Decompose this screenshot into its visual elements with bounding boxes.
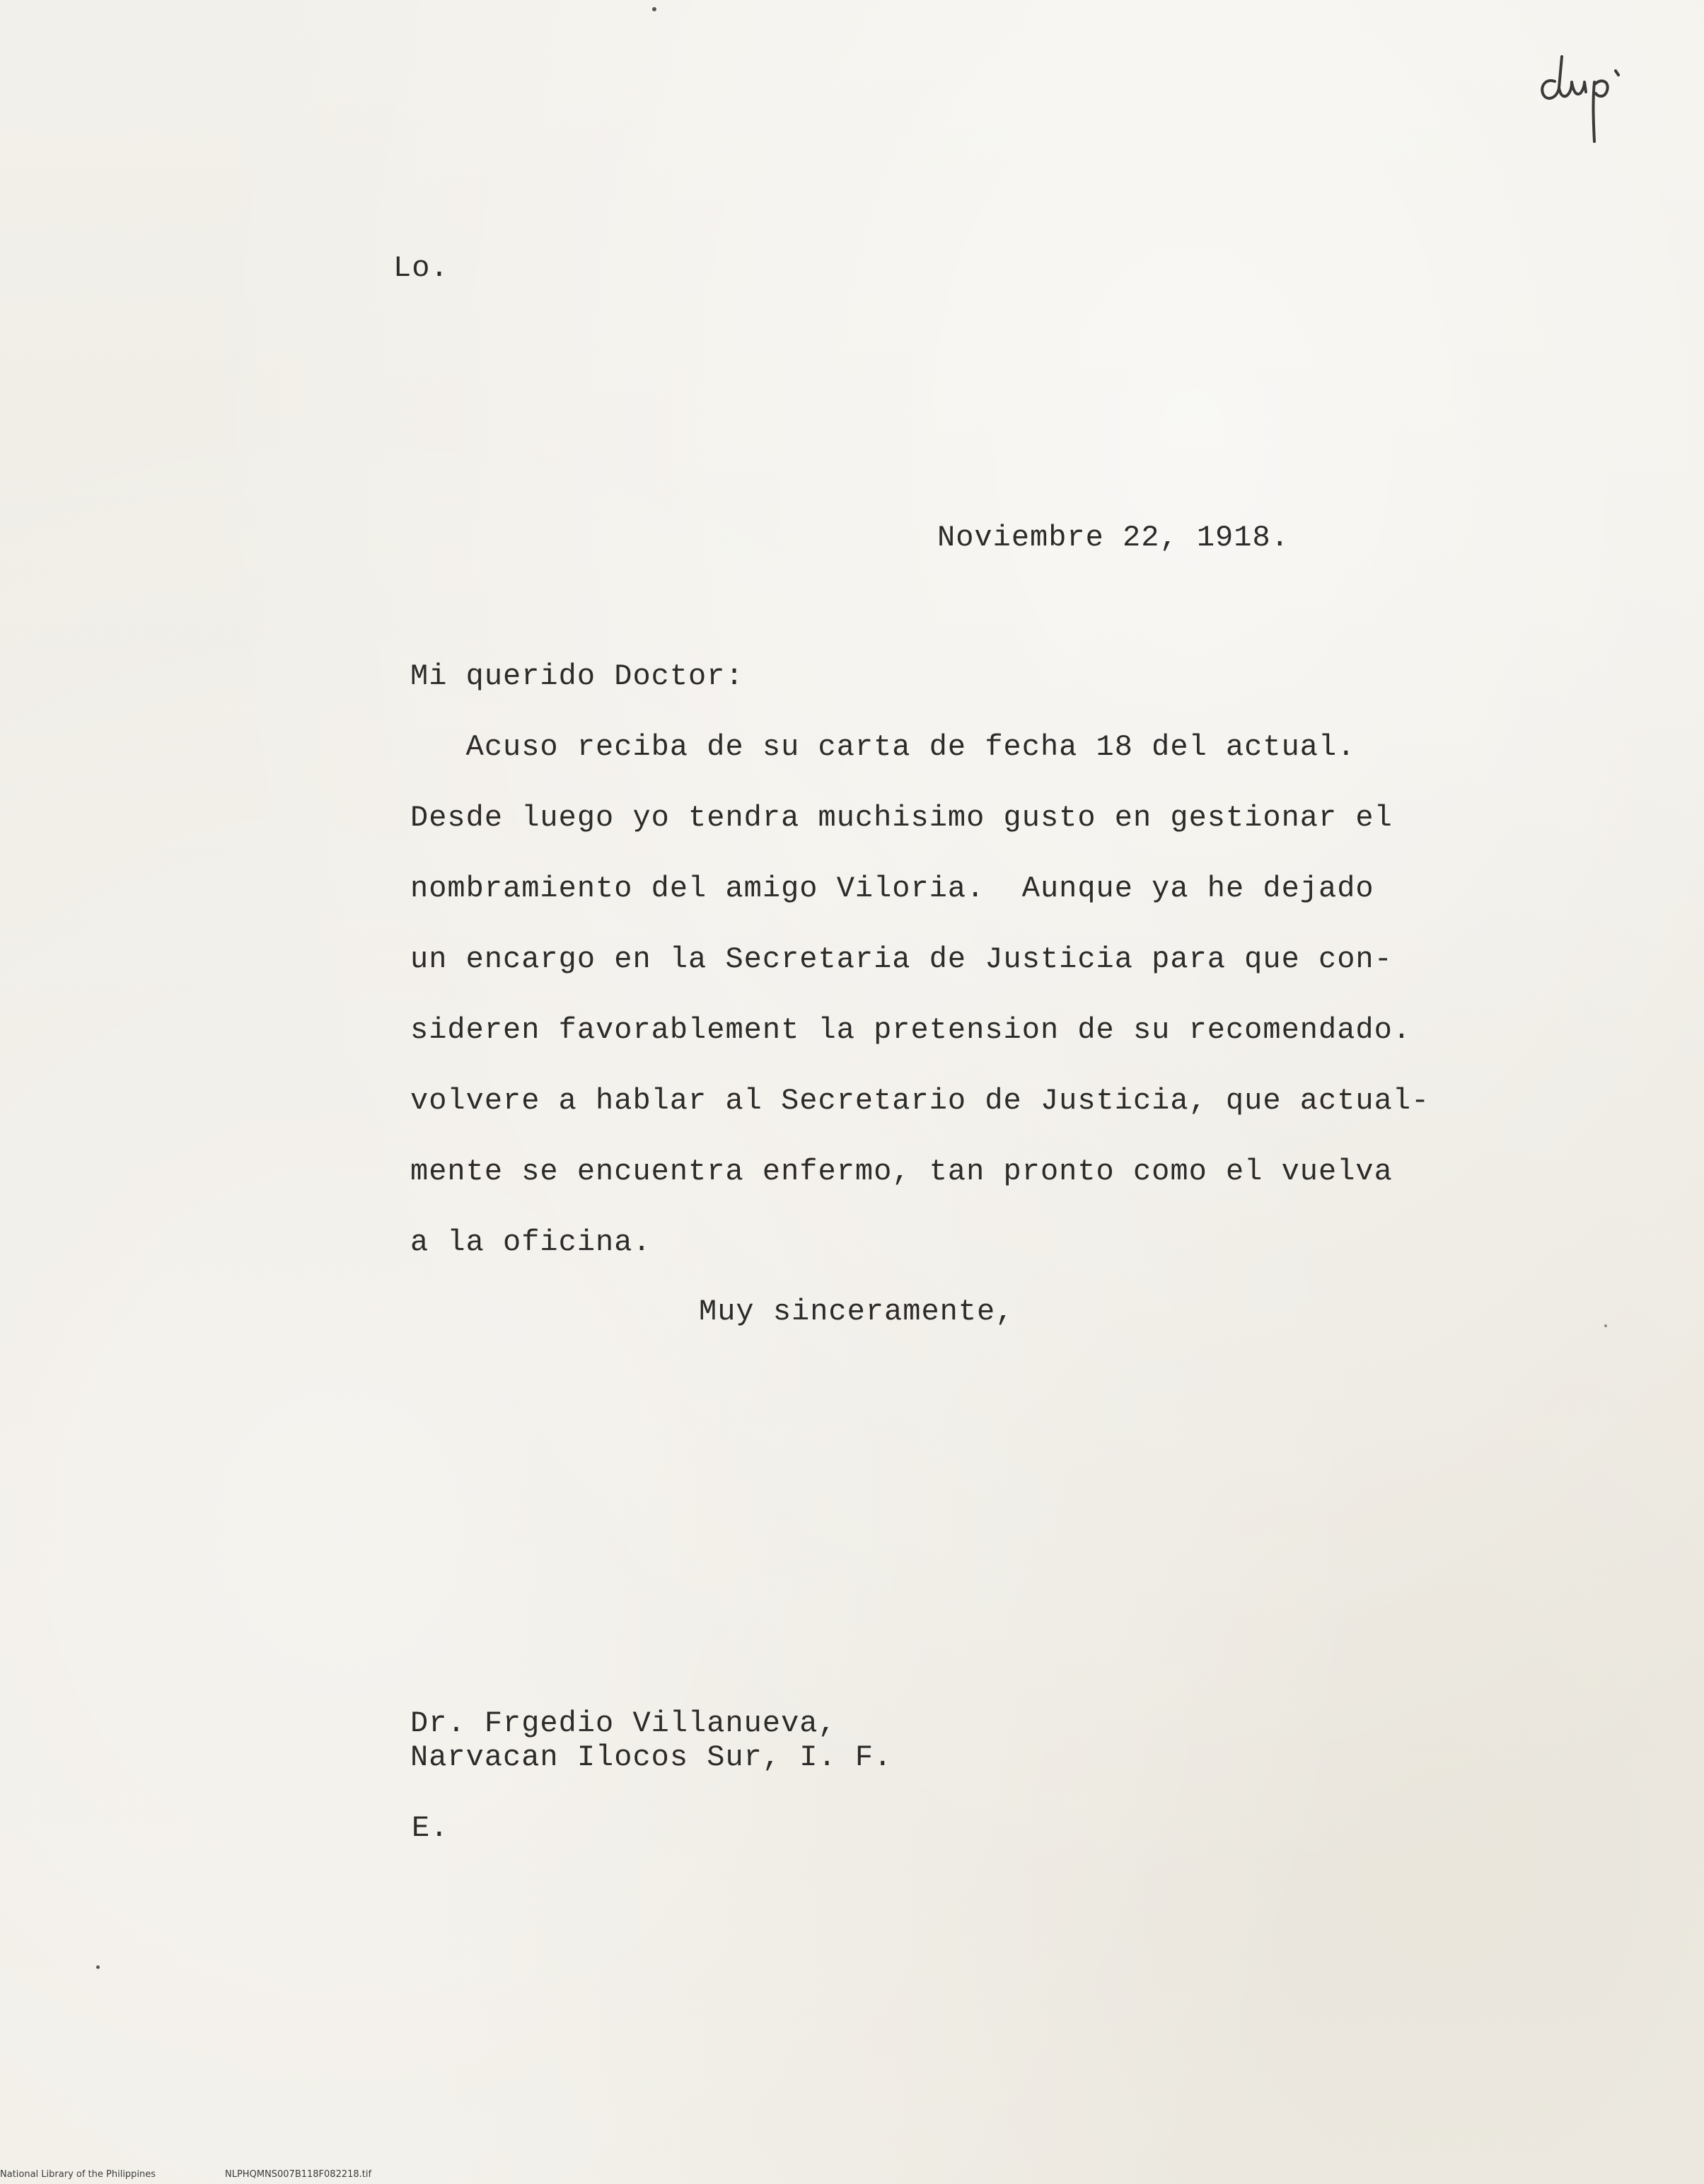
recipient-address: Narvacan Ilocos Sur, I. F. xyxy=(410,1740,893,1774)
enclosure-mark: E. xyxy=(412,1811,449,1845)
body-line: Desde luego yo tendra muchisimo gusto en gestionar el xyxy=(410,801,1393,835)
body-line: mente se encuentra enfermo, tan pronto como el vuelva xyxy=(410,1155,1393,1189)
body-line: volvere a hablar al Secretario de Justicia, que actual- xyxy=(410,1084,1430,1118)
handwritten-dup-annotation xyxy=(1534,42,1640,149)
paper-speck xyxy=(652,7,656,11)
footer-filename: NLPHQMNS007B118F082218.tif xyxy=(225,2169,372,2180)
closing: Muy sinceramente, xyxy=(699,1295,1014,1329)
recipient-name: Dr. Frgedio Villanueva, xyxy=(410,1706,837,1740)
initial-mark: Lo. xyxy=(393,251,449,285)
body-line: Acuso reciba de su carta de fecha 18 del actual. xyxy=(410,730,1356,764)
body-line: un encargo en la Secretaria de Justicia para que con- xyxy=(410,942,1393,976)
footer-institution: National Library of the Philippines xyxy=(0,2169,156,2180)
letter-date: Noviembre 22, 1918. xyxy=(937,521,1289,555)
body-line: sideren favorablement la pretension de su recomendado. xyxy=(410,1013,1412,1047)
paper-speck xyxy=(1604,1324,1607,1327)
salutation: Mi querido Doctor: xyxy=(410,659,744,693)
body-line: a la oficina. xyxy=(410,1225,651,1259)
body-line: nombramiento del amigo Viloria. Aunque ya he dejado xyxy=(410,872,1374,906)
paper-speck xyxy=(96,1965,100,1969)
